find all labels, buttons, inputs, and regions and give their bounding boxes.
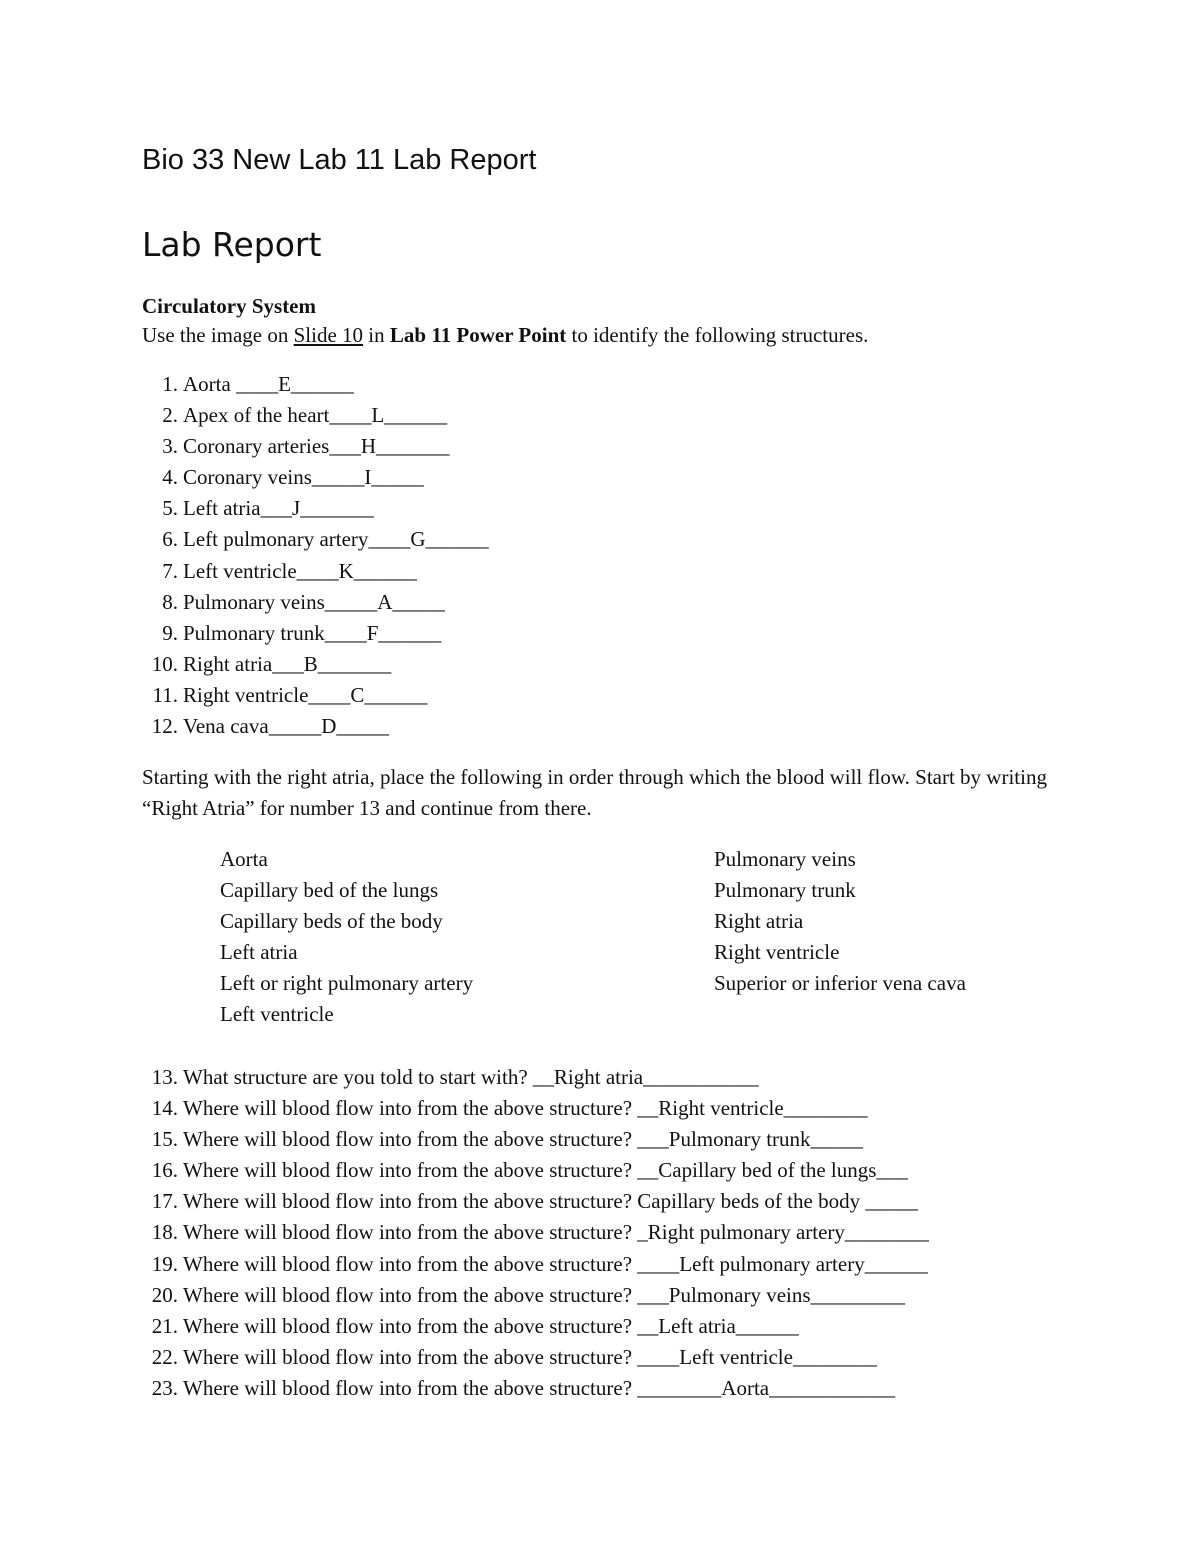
item-number: 23.	[151, 1375, 178, 1400]
item-number: 2.	[162, 403, 178, 428]
item-number: 12.	[151, 714, 178, 739]
item-text: Aorta ____E______	[183, 372, 354, 396]
item-text: Right ventricle____C______	[183, 682, 428, 707]
item-text: Vena cava_____D_____	[183, 714, 389, 739]
list-item	[142, 1217, 929, 1248]
item-text: Pulmonary veins_____A_____	[183, 589, 445, 614]
item-number: 10.	[151, 651, 178, 676]
list-item	[142, 462, 489, 493]
list-item	[142, 1186, 929, 1217]
option-item: Right atria	[714, 909, 804, 934]
list-item	[142, 649, 489, 680]
list-item	[142, 1093, 929, 1124]
instructions-text: to identify the following structures.	[566, 323, 869, 347]
option-item: Left atria	[220, 940, 298, 965]
item-text: Coronary veins_____I_____	[183, 465, 424, 490]
item-text: Where will blood flow into from the above structure? __Right ventricle________	[183, 1096, 868, 1121]
flow-instructions: Starting with the right atria, place the following in order through which the blood will flow. Start by writing “Right Atria” for number 13 and continue from there.	[142, 765, 1047, 820]
list-item	[142, 556, 489, 587]
item-number: 14.	[151, 1096, 178, 1121]
item-number: 22.	[151, 1344, 178, 1369]
option-item: Pulmonary veins	[714, 847, 856, 871]
slide-reference: Slide 10	[293, 323, 364, 347]
item-number: 7.	[162, 558, 178, 583]
list-item	[142, 1124, 929, 1155]
option-item: Left or right pulmonary artery	[220, 971, 474, 996]
item-number: 17.	[151, 1189, 178, 1214]
item-number: 5.	[162, 496, 178, 521]
item-text: Left atria___J_______	[183, 496, 374, 521]
option-item: Superior or inferior vena cava	[714, 971, 966, 996]
list-item	[142, 711, 489, 742]
option-item: Capillary bed of the lungs	[220, 878, 439, 903]
item-number: 15.	[151, 1127, 178, 1152]
item-text: Where will blood flow into from the above structure? ____Left ventricle________	[183, 1344, 877, 1369]
option-item: Left ventricle	[220, 1002, 334, 1027]
item-text: Apex of the heart____L______	[183, 403, 448, 428]
lab-report-heading: Lab Report	[142, 225, 322, 264]
item-number: 21.	[151, 1313, 178, 1338]
instructions-text: in	[363, 323, 390, 347]
item-text: Where will blood flow into from the above structure? __Left atria______	[183, 1313, 799, 1338]
item-number: 8.	[162, 589, 178, 614]
item-number: 1.	[162, 372, 178, 396]
item-number: 13.	[151, 1065, 178, 1089]
section-title: Circulatory System	[142, 294, 316, 318]
item-text: Where will blood flow into from the above structure? ___Pulmonary trunk_____	[183, 1127, 864, 1152]
instructions-text: Use the image on	[142, 323, 294, 347]
item-number: 3.	[162, 434, 178, 459]
item-number: 6.	[162, 527, 178, 552]
item-text: Where will blood flow into from the above structure? __Capillary bed of the lungs___	[183, 1158, 908, 1183]
option-item: Capillary beds of the body	[220, 909, 443, 934]
item-text: Where will blood flow into from the above structure? ___Pulmonary veins_________	[183, 1282, 906, 1307]
item-number: 4.	[162, 465, 178, 490]
options-left-column	[220, 844, 473, 1031]
list-item	[142, 680, 489, 711]
list-item	[142, 1280, 929, 1311]
list-item	[142, 1342, 929, 1373]
list-item	[142, 1155, 929, 1186]
structures-list	[142, 369, 489, 742]
item-text: Left ventricle____K______	[183, 558, 417, 583]
item-number: 19.	[151, 1251, 178, 1276]
item-text: Pulmonary trunk____F______	[183, 620, 442, 645]
item-text: Where will blood flow into from the above structure? ________Aorta____________	[183, 1375, 896, 1400]
list-item	[142, 1062, 929, 1093]
document-title: Bio 33 New Lab 11 Lab Report	[142, 144, 537, 176]
list-item	[142, 524, 489, 555]
option-item: Pulmonary trunk	[714, 878, 856, 903]
item-text: Where will blood flow into from the above structure? ____Left pulmonary artery______	[183, 1251, 928, 1276]
option-item: Right ventricle	[714, 940, 840, 965]
item-text: Left pulmonary artery____G______	[183, 527, 489, 552]
list-item	[142, 493, 489, 524]
list-item	[142, 431, 489, 462]
item-text: Right atria___B_______	[183, 651, 392, 676]
item-text: Coronary arteries___H_______	[183, 434, 450, 459]
list-item	[142, 1373, 929, 1404]
list-item	[142, 400, 489, 431]
list-item	[142, 587, 489, 618]
powerpoint-reference: Lab 11 Power Point	[389, 323, 567, 347]
option-item: Aorta	[220, 847, 268, 871]
item-number: 11.	[152, 682, 178, 707]
item-text: Where will blood flow into from the above structure? _Right pulmonary artery________	[183, 1220, 929, 1245]
blood-flow-list	[142, 1062, 929, 1404]
item-number: 20.	[151, 1282, 178, 1307]
item-number: 16.	[151, 1158, 178, 1183]
list-item	[142, 618, 489, 649]
item-number: 18.	[151, 1220, 178, 1245]
list-item	[142, 1249, 929, 1280]
instructions	[142, 320, 868, 351]
item-text: What structure are you told to start with? __Right atria___________	[183, 1065, 759, 1089]
options-right-column	[714, 844, 966, 999]
item-text: Where will blood flow into from the above structure? Capillary beds of the body _____	[183, 1189, 918, 1214]
list-item	[142, 369, 489, 400]
list-item	[142, 1311, 929, 1342]
item-number: 9.	[162, 620, 178, 645]
